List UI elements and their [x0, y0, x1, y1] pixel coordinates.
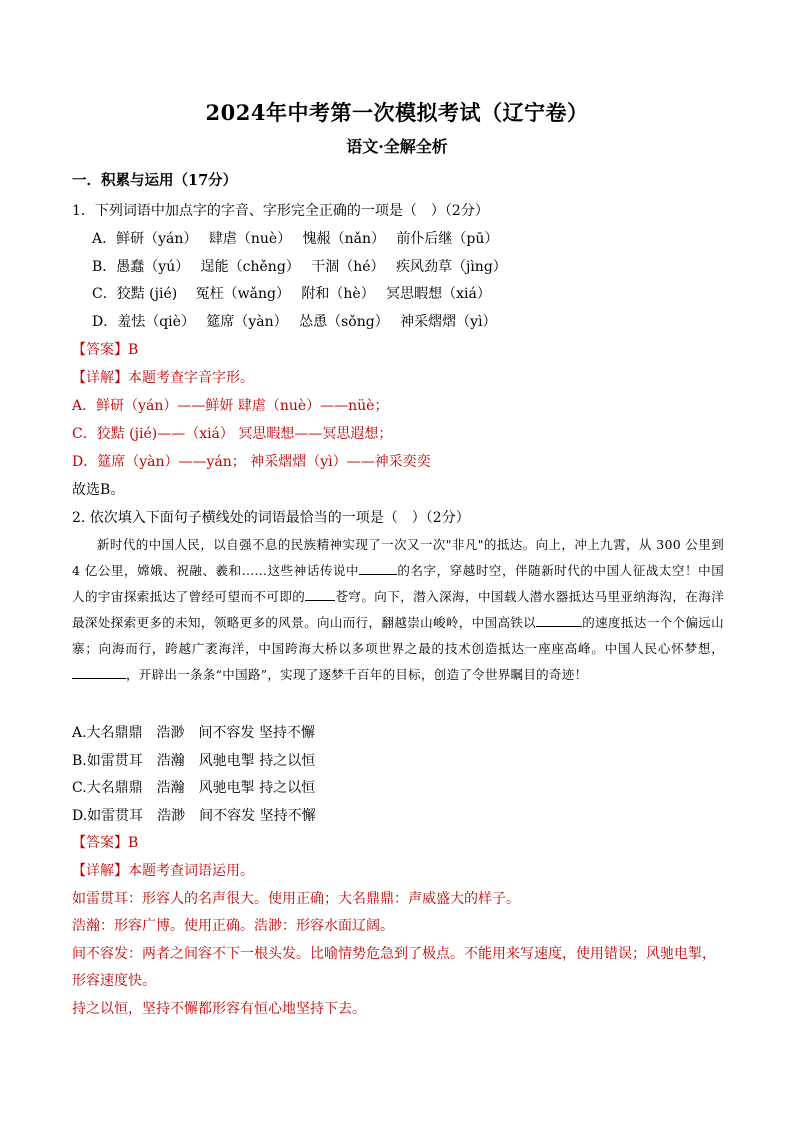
detail-tag: 【详解】: [72, 370, 128, 386]
q2-note-5: 持之以恒，坚持不懈都形容有恒心地坚持下去。: [72, 1001, 366, 1017]
detail-text: 本题考查字音字形。: [128, 370, 254, 386]
q2-note-3: 间不容发：两者之间容不下一根头发。比喻情势危急到了极点。不能用来写速度，使用错误；风驰电掣，: [72, 946, 716, 962]
q1-detail-line: [72, 369, 254, 387]
passage-text: 新时代的中国人民，以自强不息的民族精神实现了一次又一次"非凡"的抵达。向上，冲上九霄，从 300 公里到 4 亿公里，嫦娥、祝融、羲和……这些神话传说中: [72, 537, 724, 578]
q2-option-b: B.如雷贯耳 浩瀚 风驰电掣 持之以恒: [72, 753, 316, 769]
q2-detail-line: [72, 862, 254, 880]
q1-answer-line: [72, 341, 138, 359]
passage-paragraph: [72, 532, 724, 688]
q2-stem: 2. 依次填入下面句子横线处的词语最恰当的一项是（ ）（2分）: [72, 510, 470, 526]
answer-value: B: [128, 342, 139, 358]
fill-blank-1: [359, 560, 397, 575]
fill-blank-2: [305, 586, 335, 601]
answer-value: B: [128, 835, 139, 851]
fill-blank-4: [72, 664, 126, 679]
q1-conclusion: 故选B。: [72, 482, 125, 498]
q1-stem: 1．下列词语中加点字的字音、字形完全正确的一项是（ ）（2分）: [72, 203, 489, 219]
q2-note-4: 形容速度快。: [72, 973, 156, 989]
q2-passage: [72, 532, 724, 688]
passage-text: 的名字，穿越时空，伴随新时代的中国人征战太空！中国人的宇宙探索抵达了曾经可望而不可即的: [72, 563, 724, 604]
q1-option-b: B．愚蠢（yú） 逞能（chěng） 干涸（hé） 疾风劲草（jìng）: [92, 259, 507, 275]
document-subtitle: 语文·全解全析: [346, 137, 448, 156]
answer-tag: 【答案】: [72, 835, 128, 851]
q2-option-c: C.大名鼎鼎 浩瀚 风驰电掣 持之以恒: [72, 780, 316, 796]
q1-note-d: D．筵席（yàn）——yán； 神采熠熠（yì）——神采奕奕: [72, 454, 431, 470]
q1-option-c: C．狡黠 (jié) 冤枉（wǎng） 附和（hè） 冥思暇想（xiá）: [92, 286, 491, 302]
fill-blank-3: [536, 612, 582, 627]
q1-option-a: A．鲜研（yán） 肆虐（nuè） 愧赧（nǎn） 前仆后继（pū）: [92, 231, 499, 247]
q1-option-d: D．羞怯（qiè） 筵席（yàn） 怂恿（sǒng） 神采熠熠（yì）: [92, 314, 497, 330]
q2-option-a: A.大名鼎鼎 浩渺 间不容发 坚持不懈: [72, 725, 316, 741]
detail-text: 本题考查词语运用。: [128, 863, 254, 879]
detail-tag: 【详解】: [72, 863, 128, 879]
document-title: 2024年中考第一次模拟考试（辽宁卷）: [205, 100, 589, 125]
q2-note-2: 浩瀚：形容广博。使用正确。浩渺：形容水面辽阔。: [72, 918, 394, 934]
q2-note-1: 如雷贯耳：形容人的名声很大。使用正确；大名鼎鼎：声威盛大的样子。: [72, 891, 520, 907]
q1-note-c: C．狡黠 (jié)——（xiá） 冥思暇想——冥思遐想；: [72, 426, 393, 442]
q2-answer-line: [72, 834, 138, 852]
passage-text: 苍穹。向下，潜入深海，中国载人潜水器抵达马里亚纳海沟，在海洋最深处探索更多的未知，领略更多的风景。向山而行，翻越崇山峻岭，中国高铁以: [72, 589, 724, 630]
passage-text: 的速度抵达一个个偏远山寨；向海而行，跨越广袤海洋，中国跨海大桥以多项世界之最的技术创造抵达一座座高峰。中国人民心怀梦想，: [72, 615, 724, 656]
answer-tag: 【答案】: [72, 342, 128, 358]
passage-text: ，开辟出一条条“中国路”，实现了逐梦千百年的目标，创造了令世界瞩目的奇迹！: [126, 667, 588, 682]
q1-note-a: A．鲜研（yán）——鲜妍 肆虐（nuè）——nüè；: [72, 398, 389, 414]
q2-option-d: D.如雷贯耳 浩渺 间不容发 坚持不懈: [72, 808, 316, 824]
section-heading: 一．积累与运用（17分）: [72, 172, 238, 189]
